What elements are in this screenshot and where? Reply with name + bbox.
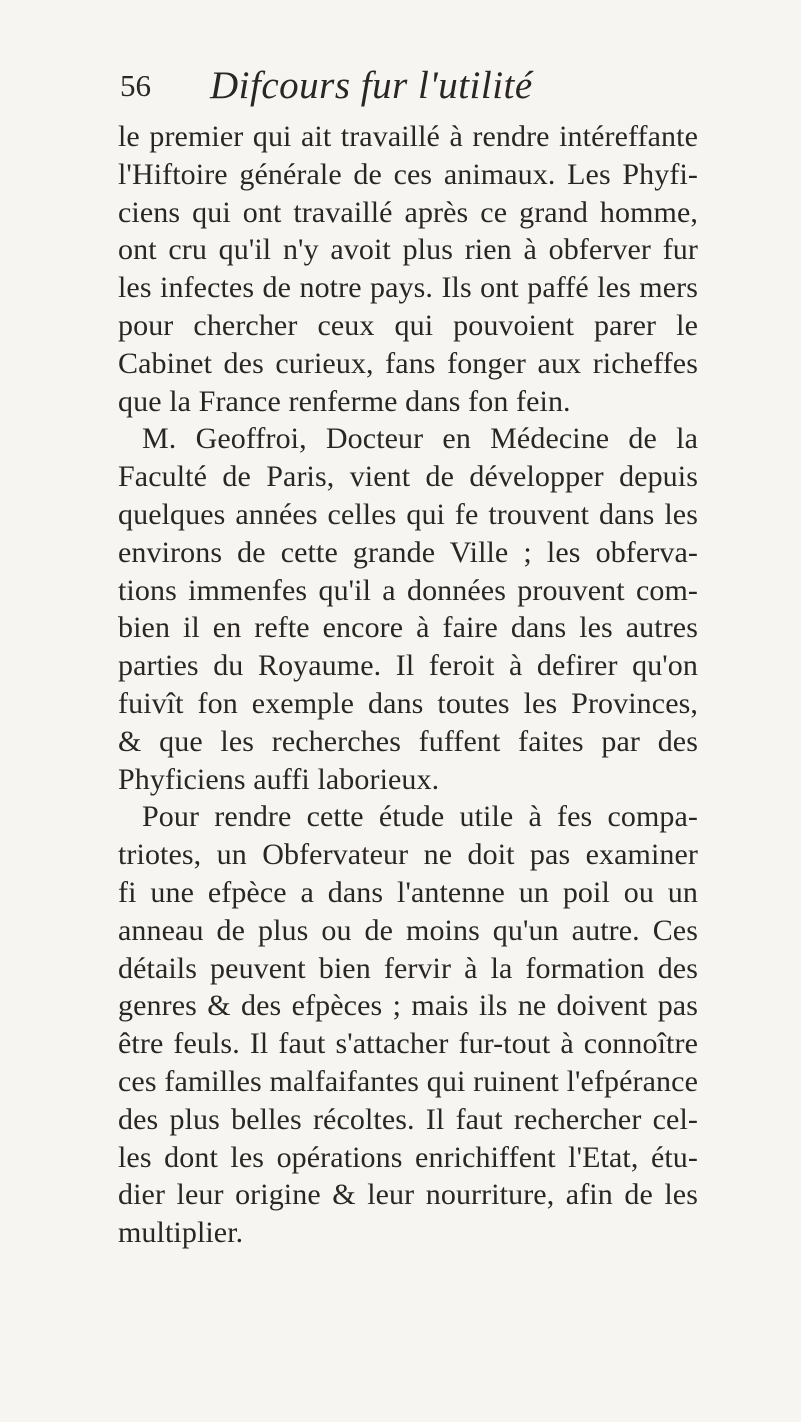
text-line: ont cru qu'il n'y avoit plus rien à obferver fur <box>118 233 698 267</box>
text-line: & que les recherches fuffent faites par des <box>118 724 698 758</box>
text-line: quelques années celles qui fe trouvent dans les <box>118 497 698 531</box>
text-line: dier leur origine & leur nourriture, afin de les <box>118 1178 698 1212</box>
text-line: bien il en refte encore à faire dans les autres <box>118 611 698 645</box>
text-line: des plus belles récoltes. Il faut rechercher cel- <box>118 1102 698 1136</box>
text-line: les infectes de notre pays. Ils ont paffé les mers <box>118 271 698 305</box>
text-line: ciens qui ont travaillé après ce grand homme, <box>118 195 698 229</box>
text-line: Faculté de Paris, vient de développer depuis <box>118 460 698 494</box>
text-line: pour chercher ceux qui pouvoient parer le <box>118 308 698 342</box>
text-line: triotes, un Obfervateur ne doit pas examiner <box>118 838 698 872</box>
page-number: 56 <box>120 68 151 103</box>
text-line: multiplier. <box>118 1216 244 1250</box>
text-line: être feuls. Il faut s'attacher fur-tout à connoître <box>118 1027 698 1061</box>
text-line: fuivît fon exemple dans toutes les Provinces, <box>118 686 698 720</box>
text-line: le premier qui ait travaillé à rendre intéreffante <box>118 120 698 153</box>
text-line: parties du Royaume. Il feroit à defirer qu'on <box>118 649 698 683</box>
text-line: Cabinet des curieux, fans fonger aux richeffes <box>118 346 698 380</box>
text-line: tions immenfes qu'il a données prouvent com- <box>118 573 698 607</box>
text-line: anneau de plus ou de moins qu'un autre. Ces <box>118 913 698 947</box>
text-line: fi une efpèce a dans l'antenne un poil ou un <box>118 875 698 909</box>
text-line: genres & des efpèces ; mais ils ne doivent pas <box>118 989 698 1023</box>
running-title: Difcours fur l'utilité <box>210 64 533 107</box>
text-line: environs de cette grande Ville ; les obferva- <box>118 535 698 569</box>
text-line: Pour rendre cette étude utile à fes compa- <box>142 800 698 834</box>
text-line: l'Hiftoire générale de ces animaux. Les Phyfi- <box>118 157 698 191</box>
body-text <box>118 118 698 1252</box>
text-line: M. Geoffroi, Docteur en Médecine de la <box>142 422 698 456</box>
text-line: Phyficiens auffi laborieux. <box>118 762 440 796</box>
running-head <box>120 66 700 110</box>
text-line: détails peuvent bien fervir à la formation des <box>118 951 698 985</box>
text-line: que la France renferme dans fon fein. <box>118 384 571 418</box>
text-line: ces familles malfaifantes qui ruinent l'efpérance <box>118 1064 698 1098</box>
text-line: les dont les opérations enrichiffent l'Etat, étu- <box>118 1140 698 1174</box>
